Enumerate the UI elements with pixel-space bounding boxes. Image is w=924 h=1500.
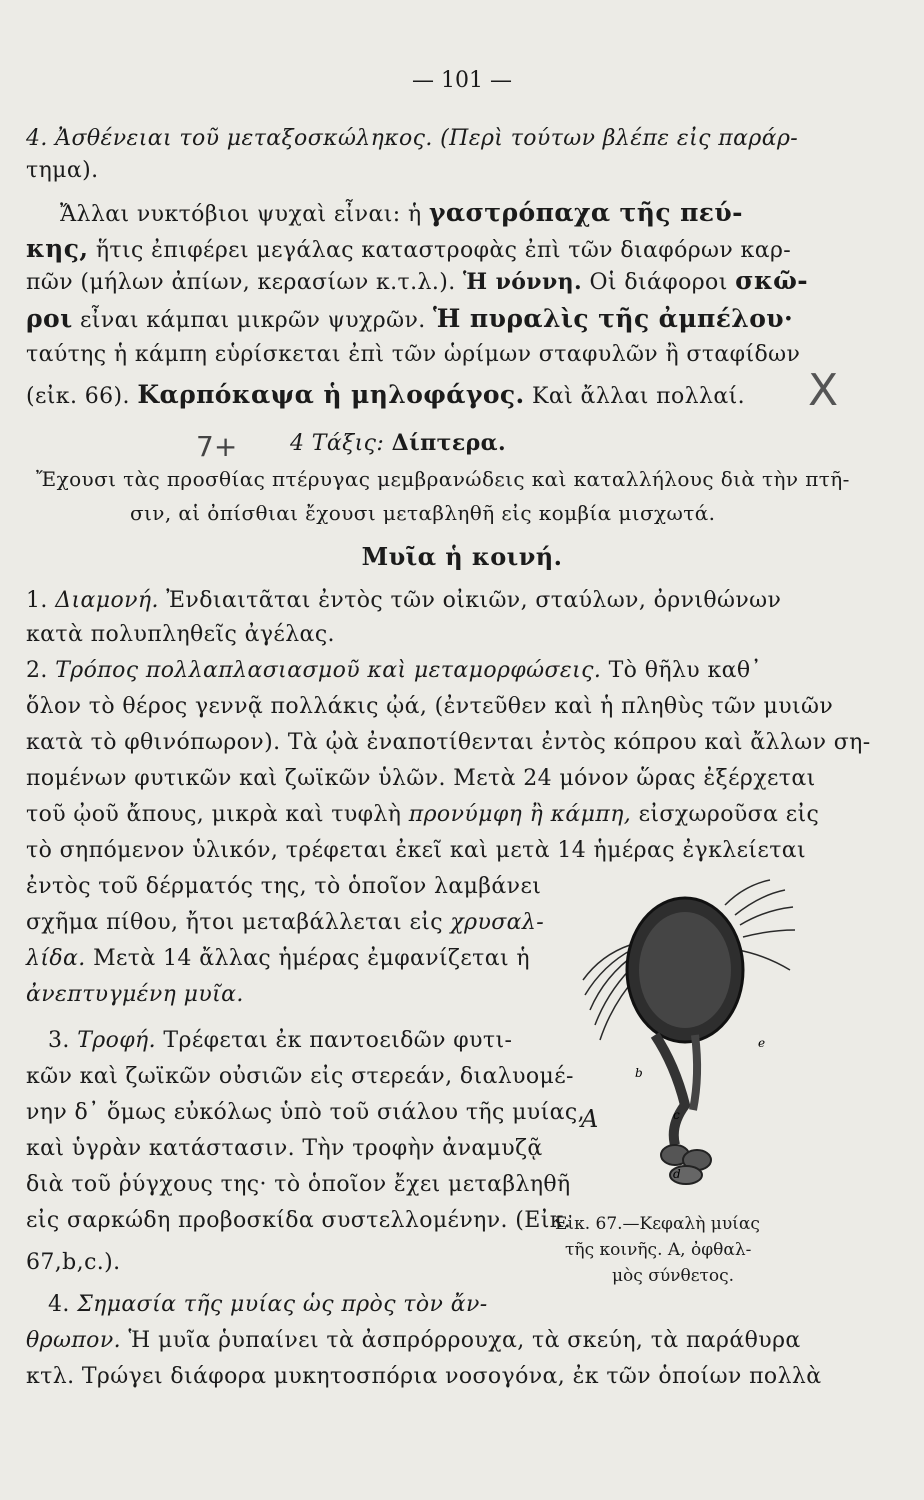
section-heading: Μυῖα ἡ κοινή. (361, 542, 563, 571)
fly-head-figure (575, 875, 800, 1195)
term-karpokapsa: Καρπόκαψα ἡ μηλοφάγος. (137, 380, 525, 409)
text-span: Ἐνδιαιτᾶται ἐντὸς τῶν οἰκιῶν, σταύλων, ὀρνιθώνων (158, 588, 782, 613)
text-line: Ἔχουσι τὰς προσθίας πτέρυγας μεμβρανώδεις καὶ καταλλήλους διὰ τὴν πτῆ- (36, 467, 850, 491)
subheading-diamoni: Διαμονή. (55, 588, 159, 613)
text-line: κτλ. Τρώγει διάφορα μυκητοσπόρια νοσογόνα, ἐκ τῶν ὁποίων πολλὰ (26, 1364, 822, 1389)
text-line: τημα). (26, 158, 99, 183)
text-span: (εἰκ. 66). (26, 384, 138, 409)
term-skoroi: σκῶ- (735, 266, 809, 295)
text-line: καὶ ὑγρὰν κατάστασιν. Τὴν τροφὴν ἀναμυζᾷ (26, 1136, 543, 1161)
text-line (26, 908, 546, 938)
figure-caption: τῆς κοινῆς. Α, ὀφθαλ- (565, 1240, 752, 1260)
figure-caption: Εἰκ. 67.—Κεφαλὴ μυίας (555, 1214, 760, 1234)
text-span: Καὶ ἄλλαι πολλαί. (524, 384, 746, 409)
order-label: 4 Τάξις: (290, 431, 392, 456)
text-span: Οἱ διάφοροι (582, 270, 736, 295)
text-line (26, 586, 826, 616)
term-nonni: Ἡ νόννη. (463, 269, 583, 295)
term-pronymphi: προνύμφη ἢ κάμπη, (408, 802, 632, 827)
text-line (48, 1290, 568, 1320)
text-span: Ἄλλαι νυκτόβιοι ψυχαὶ εἶναι: ἡ (60, 202, 429, 227)
text-span: Ἡ μυῖα ῥυπαίνει τὰ ἀσπρόρρουχα, τὰ σκεύη, τὰ παράθυρα (121, 1328, 801, 1353)
text-line (26, 266, 826, 298)
text-line: 67,b,c.). (26, 1250, 121, 1275)
term-pyralis: Ἡ πυραλὶς τῆς ἀμπέλου· (433, 304, 794, 333)
figure-label-d: d (673, 1167, 681, 1181)
text-line: ταύτης ἡ κάμπη εὑρίσκεται ἐπὶ τῶν ὡρίμων σταφυλῶν ἢ σταφίδων (26, 342, 801, 367)
text-line (60, 198, 860, 230)
figure-label-c: c (673, 1108, 680, 1122)
text-line: 4. Ἀσθένειαι τοῦ μεταξοσκώληκος. (Περὶ τούτων βλέπε εἰς παράρ- (26, 126, 799, 151)
text-line (26, 656, 826, 686)
subheading-simasia-end: θρωπον. (26, 1328, 121, 1353)
text-line: κατὰ πολυπληθεῖς ἀγέλας. (26, 622, 335, 647)
text-span: σχῆμα πίθου, ἤτοι μεταβάλλεται εἰς (26, 910, 451, 935)
text-line: πομένων φυτικῶν καὶ ζωϊκῶν ὑλῶν. Μετὰ 24 μόνον ὥρας ἐξέρχεται (26, 766, 816, 791)
term-skoroi-end: ροι (26, 304, 73, 333)
text-line: διὰ τοῦ ῥύγχους της· τὸ ὁποῖον ἔχει μεταβληθῆ (26, 1172, 571, 1197)
text-line (26, 944, 546, 974)
term-gastropacha: γαστρόπαχα τῆς πεύ- (428, 198, 743, 227)
text-span: τοῦ ᾠοῦ ἄπους, μικρὰ καὶ τυφλὴ (26, 802, 409, 827)
order-heading (290, 428, 924, 459)
figure-letter: A (581, 1105, 599, 1133)
text-span: 4. (48, 1292, 78, 1317)
figure-caption: μὸς σύνθετος. (612, 1266, 735, 1286)
text-span: 3. (48, 1028, 78, 1053)
figure-label-b: b (635, 1066, 643, 1080)
subheading-trofi: Τροφή. (77, 1028, 157, 1053)
text-line (26, 380, 826, 412)
text-line (48, 1026, 568, 1056)
text-span: Μετὰ 14 ἄλλας ἡμέρας ἐμφανίζεται ἡ (85, 946, 531, 971)
text-line (26, 304, 826, 336)
text-span: Τρέφεται ἐκ παντοειδῶν φυτι- (156, 1028, 513, 1053)
handwritten-x-mark: X (808, 365, 839, 416)
handwritten-seven-mark: 7+ (196, 430, 238, 463)
text-span: εἰσχωροῦσα εἰς (631, 802, 820, 827)
text-line: ὅλον τὸ θέρος γεννᾷ πολλάκις ᾠά, (ἐντεῦθεν καὶ ἡ πληθὺς τῶν μυιῶν (26, 694, 834, 719)
text-line: κῶν καὶ ζωϊκῶν οὐσιῶν εἰς στερεάν, διαλυομέ- (26, 1064, 574, 1089)
text-line: σιν, αἱ ὀπίσθιαι ἔχουσι μεταβληθῆ εἰς κομβία μισχωτά. (130, 501, 716, 525)
text-span: Τὸ θῆλυ καθ᾽ (601, 658, 762, 683)
text-span: 2. (26, 658, 56, 683)
text-span: εἶναι κάμπαι μικρῶν ψυχρῶν. (72, 308, 434, 333)
term-kis: κης, (26, 234, 89, 263)
text-line: κατὰ τὸ φθινόπωρον). Τὰ ᾠὰ ἐναποτίθενται ἐντὸς κόπρου καὶ ἄλλων ση- (26, 730, 871, 755)
term-chrysallida: χρυσαλ- (450, 910, 545, 935)
term-chrysallida-end: λίδα. (26, 946, 86, 971)
text-line: εἰς σαρκώδη προβοσκίδα συστελλομένην. (Εἰκ. (26, 1208, 572, 1233)
fly-head-illustration (575, 875, 800, 1195)
text-line: νην δ᾽ ὅμως εὐκόλως ὑπὸ τοῦ σιάλου τῆς μυίας, (26, 1100, 585, 1125)
order-name: Δίπτερα. (391, 430, 507, 456)
subheading-simasia: Σημασία τῆς μυίας ὡς πρὸς τὸν ἄν- (77, 1292, 488, 1317)
text-line (26, 800, 826, 830)
text-line (26, 234, 826, 266)
subheading-tropos: Τρόπος πολλαπλασιασμοῦ καὶ μεταμορφώσεις. (55, 658, 602, 683)
text-span: πῶν (μήλων ἀπίων, κερασίων κ.τ.λ.). (26, 270, 464, 295)
text-line: ἐντὸς τοῦ δέρματός της, τὸ ὁποῖον λαμβάνει (26, 874, 542, 899)
page-number: — 101 — (412, 68, 512, 93)
figure-label-e: e (758, 1036, 766, 1050)
text-span: 1. (26, 588, 56, 613)
text-line (26, 1326, 826, 1356)
text-span: ἥτις ἐπιφέρει μεγάλας καταστροφὰς ἐπὶ τῶν διαφόρων καρ- (88, 238, 792, 263)
text-line: ἀνεπτυγμένη μυῖα. (26, 982, 244, 1007)
text-line: τὸ σηπόμενον ὑλικόν, τρέφεται ἐκεῖ καὶ μετὰ 14 ἡμέρας ἐγκλείεται (26, 838, 807, 863)
